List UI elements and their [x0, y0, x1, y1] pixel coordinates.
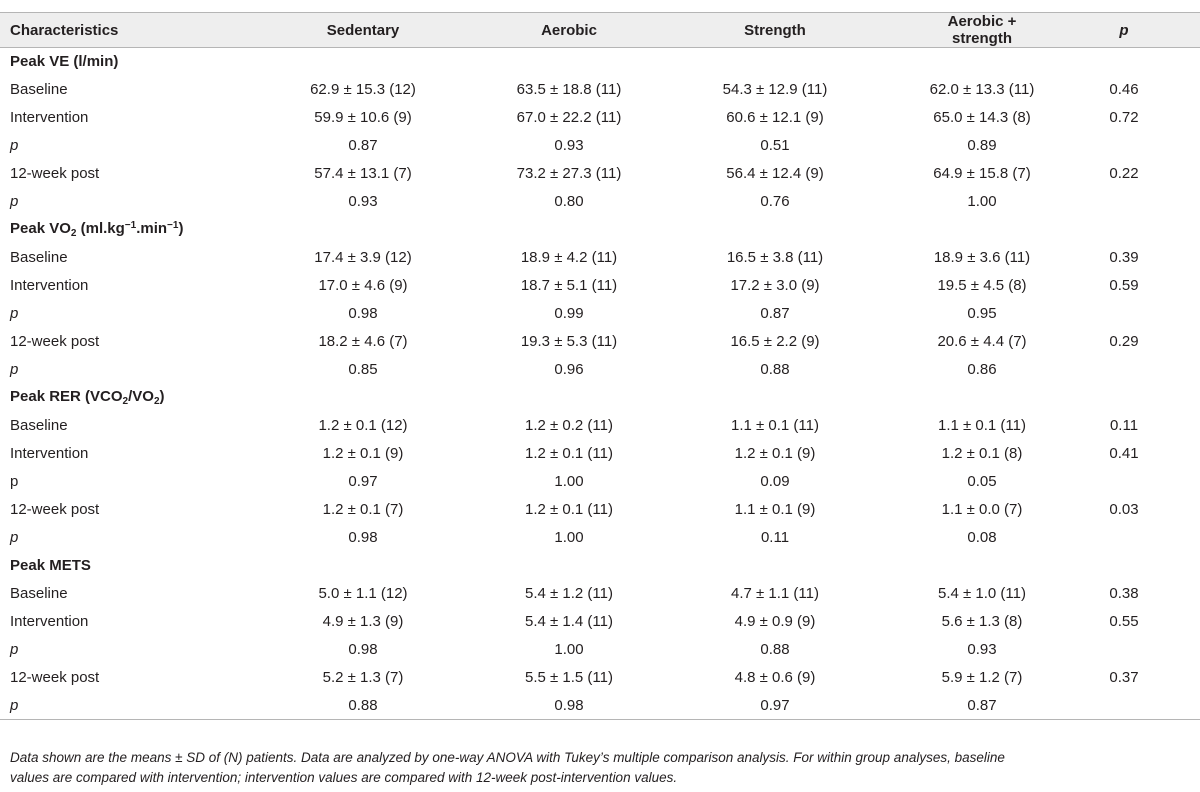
header-p-value: p [1048, 13, 1200, 48]
cell-sedentary: 0.88 [222, 692, 504, 720]
table-row [0, 468, 1200, 496]
cell-sedentary: 62.9 ± 15.3 (12) [310, 81, 416, 98]
row-label: p [10, 473, 19, 490]
table-body [0, 48, 1200, 720]
row-label: p [10, 305, 19, 322]
cell-strength: 4.7 ± 1.1 (11) [730, 585, 819, 602]
cell-sedentary: 1.2 ± 0.1 (12) [318, 417, 408, 434]
section-heading-row [0, 48, 1200, 76]
cell-p-value [1048, 636, 1200, 664]
row-label: 12-week post [10, 165, 100, 182]
table-row [0, 412, 1200, 440]
cell-strength: 16.5 ± 2.2 (9) [730, 333, 820, 350]
section-title-text: .min [136, 220, 168, 237]
row-label: p [10, 193, 19, 210]
cell-aerobic-strength: 20.6 ± 4.4 (7) [937, 333, 1027, 350]
table-row [0, 76, 1200, 104]
section-title-text: /VO [128, 388, 154, 405]
cell-sedentary: 0.98 [348, 529, 378, 546]
cell-aerobic: 18.9 ± 4.2 (11) [520, 249, 618, 266]
table-row [0, 580, 1200, 608]
section-heading-row [0, 552, 1200, 580]
cell-strength: 1.2 ± 0.1 (9) [734, 445, 816, 462]
row-label: Intervention [10, 277, 89, 294]
cell-sedentary: 0.85 [348, 361, 378, 378]
cell-sedentary: 1.2 ± 0.1 (7) [322, 501, 404, 518]
cell-p-value: 0.39 [1109, 249, 1139, 266]
cell-aerobic-strength: 18.9 ± 3.6 (11) [933, 249, 1031, 266]
row-label: p [0, 692, 222, 720]
row-label: 12-week post [10, 669, 100, 686]
cell-aerobic: 5.5 ± 1.5 (11) [524, 669, 613, 686]
row-label: p [10, 641, 19, 658]
cell-aerobic-strength: 1.2 ± 0.1 (8) [941, 445, 1023, 462]
table-row [0, 608, 1200, 636]
cell-aerobic: 0.96 [554, 361, 584, 378]
cell-strength: 16.5 ± 3.8 (11) [726, 249, 824, 266]
cell-p-value: 0.37 [1109, 669, 1139, 686]
cell-p-value [1048, 356, 1200, 384]
table-row [0, 188, 1200, 216]
cell-sedentary: 17.4 ± 3.9 (12) [314, 249, 412, 266]
row-label: p [10, 529, 19, 546]
cell-sedentary: 1.2 ± 0.1 (9) [322, 445, 404, 462]
table-footnote [10, 748, 1192, 788]
section-title-text: Peak METS [10, 557, 91, 574]
row-label: Baseline [10, 249, 68, 266]
cell-aerobic: 1.00 [554, 641, 584, 658]
table-row [0, 272, 1200, 300]
cell-aerobic-strength: 62.0 ± 13.3 (11) [929, 81, 1035, 98]
header-row [0, 13, 1200, 48]
cell-sedentary: 57.4 ± 13.1 (7) [314, 165, 412, 182]
section-title-text: Peak VO [10, 220, 71, 237]
cell-p-value: 0.38 [1109, 585, 1139, 602]
cell-aerobic: 5.4 ± 1.2 (11) [524, 585, 613, 602]
cell-p-value: 0.03 [1109, 501, 1139, 518]
cell-aerobic: 1.00 [554, 473, 584, 490]
row-label: Intervention [10, 109, 89, 126]
cell-p-value [1048, 692, 1200, 720]
table-row [0, 496, 1200, 524]
cell-p-value [1048, 300, 1200, 328]
cell-p-value: 0.72 [1109, 109, 1139, 126]
cell-sedentary: 18.2 ± 4.6 (7) [318, 333, 408, 350]
superscript: −1 [167, 220, 179, 231]
cell-aerobic-strength: 0.05 [967, 473, 997, 490]
cell-p-value [1048, 468, 1200, 496]
cell-p-value [1048, 132, 1200, 160]
cell-strength: 4.9 ± 0.9 (9) [734, 613, 816, 630]
cell-sedentary: 5.2 ± 1.3 (7) [322, 669, 404, 686]
cell-aerobic: 0.99 [554, 305, 584, 322]
cell-strength: 1.1 ± 0.1 (11) [730, 417, 819, 434]
results-table [0, 12, 1200, 720]
table-row [0, 524, 1200, 552]
cell-sedentary: 0.97 [348, 473, 378, 490]
cell-aerobic-strength: 0.08 [967, 529, 997, 546]
cell-aerobic-strength: 0.89 [967, 137, 997, 154]
header-characteristics: Characteristics [0, 13, 222, 48]
table-row [0, 244, 1200, 272]
subscript: 2 [70, 228, 77, 239]
cell-sedentary: 4.9 ± 1.3 (9) [322, 613, 404, 630]
cell-strength: 4.8 ± 0.6 (9) [734, 669, 816, 686]
cell-aerobic: 1.2 ± 0.1 (11) [524, 501, 613, 518]
cell-p-value: 0.41 [1109, 445, 1139, 462]
cell-aerobic: 1.2 ± 0.1 (11) [524, 445, 613, 462]
cell-sedentary: 0.98 [348, 305, 378, 322]
cell-sedentary: 0.98 [348, 641, 378, 658]
cell-aerobic: 0.93 [554, 137, 584, 154]
cell-aerobic-strength: 65.0 ± 14.3 (8) [933, 109, 1031, 126]
cell-sedentary: 59.9 ± 10.6 (9) [314, 109, 412, 126]
section-title [0, 48, 1200, 76]
section-heading-row [0, 384, 1200, 412]
cell-sedentary: 5.0 ± 1.1 (12) [318, 585, 408, 602]
header-aerobic-strength: Aerobic + strength [916, 13, 1048, 48]
section-title-text: Peak RER (VCO [10, 388, 123, 405]
cell-strength: 0.88 [760, 641, 790, 658]
cell-strength: 0.11 [760, 529, 790, 546]
cell-strength: 0.76 [760, 193, 790, 210]
cell-p-value [1048, 188, 1200, 216]
row-label: Baseline [10, 417, 68, 434]
cell-aerobic-strength: 64.9 ± 15.8 (7) [933, 165, 1031, 182]
row-label: p [10, 137, 19, 154]
cell-aerobic: 1.00 [554, 529, 584, 546]
cell-aerobic-strength: 19.5 ± 4.5 (8) [937, 277, 1027, 294]
cell-strength: 0.51 [760, 137, 790, 154]
row-label: Intervention [10, 613, 89, 630]
cell-p-value: 0.29 [1109, 333, 1139, 350]
cell-aerobic: 0.98 [504, 692, 634, 720]
table-row [0, 692, 1200, 720]
row-label: Baseline [10, 585, 68, 602]
section-title-text: ) [159, 388, 165, 405]
table-row [0, 132, 1200, 160]
cell-aerobic: 67.0 ± 22.2 (11) [516, 109, 622, 126]
cell-strength: 17.2 ± 3.0 (9) [730, 277, 820, 294]
cell-aerobic-strength: 0.95 [967, 305, 997, 322]
table-header [0, 13, 1200, 48]
section-title [0, 216, 1200, 244]
cell-p-value: 0.55 [1109, 613, 1139, 630]
cell-aerobic-strength: 1.1 ± 0.1 (11) [937, 417, 1026, 434]
cell-strength: 0.87 [760, 305, 790, 322]
cell-sedentary: 17.0 ± 4.6 (9) [318, 277, 408, 294]
cell-p-value: 0.22 [1109, 165, 1139, 182]
header-aerobic: Aerobic [504, 13, 634, 48]
cell-aerobic-strength: 1.00 [967, 193, 997, 210]
header-sedentary: Sedentary [222, 13, 504, 48]
table-row [0, 104, 1200, 132]
cell-strength: 0.88 [760, 361, 790, 378]
cell-aerobic: 5.4 ± 1.4 (11) [524, 613, 613, 630]
section-title-text: (ml.kg [76, 220, 125, 237]
table-row [0, 664, 1200, 692]
footnote-line-2: values are compared with intervention; intervention values are compared with 12-week post-intervention values. [10, 770, 678, 785]
superscript: −1 [124, 220, 137, 231]
table-row [0, 328, 1200, 356]
cell-aerobic-strength: 1.1 ± 0.0 (7) [941, 501, 1023, 518]
cell-aerobic: 19.3 ± 5.3 (11) [520, 333, 618, 350]
cell-strength: 0.97 [634, 692, 916, 720]
cell-strength: 0.09 [760, 473, 790, 490]
row-label: 12-week post [10, 501, 100, 518]
cell-p-value [1048, 524, 1200, 552]
row-label: Intervention [10, 445, 89, 462]
cell-strength: 54.3 ± 12.9 (11) [722, 81, 828, 98]
row-label: Baseline [10, 81, 68, 98]
cell-aerobic-strength: 0.93 [967, 641, 997, 658]
table-row [0, 160, 1200, 188]
cell-aerobic-strength: 5.6 ± 1.3 (8) [941, 613, 1023, 630]
cell-aerobic-strength: 0.87 [916, 692, 1048, 720]
cell-strength: 56.4 ± 12.4 (9) [726, 165, 824, 182]
subscript: 2 [122, 396, 129, 407]
cell-sedentary: 0.87 [348, 137, 378, 154]
table-row [0, 636, 1200, 664]
subscript: 2 [153, 396, 160, 407]
cell-sedentary: 0.93 [348, 193, 378, 210]
section-title-text: Peak VE (l/min) [10, 53, 119, 71]
cell-aerobic-strength: 5.4 ± 1.0 (11) [937, 585, 1026, 602]
header-strength: Strength [634, 13, 916, 48]
cell-aerobic-strength: 5.9 ± 1.2 (7) [941, 669, 1023, 686]
cell-aerobic: 63.5 ± 18.8 (11) [516, 81, 622, 98]
table-row [0, 300, 1200, 328]
section-title [0, 552, 1200, 580]
section-title [0, 384, 1200, 412]
cell-aerobic: 0.80 [554, 193, 584, 210]
cell-strength: 1.1 ± 0.1 (9) [734, 501, 816, 518]
row-label: 12-week post [10, 333, 100, 350]
cell-aerobic: 1.2 ± 0.2 (11) [524, 417, 613, 434]
cell-strength: 60.6 ± 12.1 (9) [726, 109, 824, 126]
section-heading-row [0, 216, 1200, 244]
cell-aerobic-strength: 0.86 [967, 361, 997, 378]
cell-aerobic: 18.7 ± 5.1 (11) [520, 277, 618, 294]
footnote-line-1: Data shown are the means ± SD of (N) patients. Data are analyzed by one-way ANOVA with Tukey’s multiple comparison analysis. For within group analyses, baseline [10, 750, 1005, 765]
row-label: p [10, 361, 19, 378]
cell-p-value: 0.46 [1109, 81, 1139, 98]
table-row [0, 356, 1200, 384]
cell-aerobic: 73.2 ± 27.3 (11) [516, 165, 622, 182]
cell-p-value: 0.11 [1109, 417, 1139, 434]
section-title-text: ) [178, 220, 184, 237]
cell-p-value: 0.59 [1109, 277, 1139, 294]
table-row [0, 440, 1200, 468]
